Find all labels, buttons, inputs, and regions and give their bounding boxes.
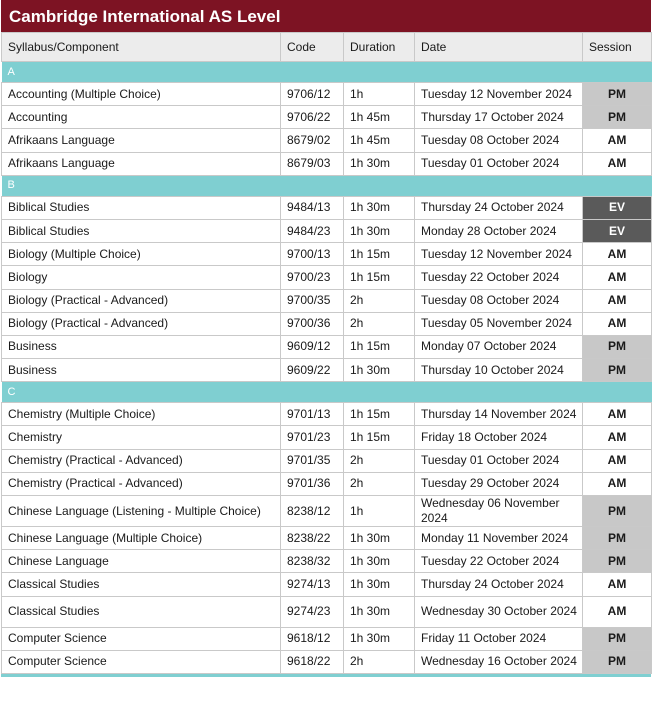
session-cell: AM (583, 152, 652, 175)
table-row (2, 573, 652, 596)
duration-cell: 1h 30m (344, 359, 415, 382)
table-row (2, 219, 652, 242)
duration-cell: 1h 15m (344, 243, 415, 266)
syllabus-cell: Biology (Practical - Advanced) (2, 289, 281, 312)
section-letter: B (2, 175, 652, 196)
date-cell: Thursday 17 October 2024 (415, 106, 583, 129)
duration-cell: 1h 45m (344, 106, 415, 129)
table-row (2, 426, 652, 449)
duration-cell: 1h 30m (344, 152, 415, 175)
header-duration: Duration (344, 33, 415, 62)
timetable-page (1, 0, 651, 677)
section-header-row (2, 382, 652, 403)
table-row (2, 196, 652, 219)
syllabus-cell: Business (2, 335, 281, 358)
session-cell: AM (583, 312, 652, 335)
header-date: Date (415, 33, 583, 62)
session-cell: PM (583, 550, 652, 573)
session-cell: PM (583, 527, 652, 550)
code-cell: 8238/22 (281, 527, 344, 550)
syllabus-cell: Biology (Multiple Choice) (2, 243, 281, 266)
session-cell: AM (583, 472, 652, 495)
table-row (2, 627, 652, 650)
session-cell: PM (583, 359, 652, 382)
syllabus-cell: Chinese Language (2, 550, 281, 573)
session-cell: EV (583, 196, 652, 219)
code-cell: 8679/03 (281, 152, 344, 175)
duration-cell: 1h 30m (344, 219, 415, 242)
header-code: Code (281, 33, 344, 62)
syllabus-cell: Chinese Language (Listening - Multiple Choice) (2, 496, 281, 527)
date-cell: Tuesday 08 October 2024 (415, 289, 583, 312)
syllabus-cell: Chinese Language (Multiple Choice) (2, 527, 281, 550)
exam-timetable (1, 32, 652, 674)
table-body (2, 62, 652, 674)
code-cell: 9701/23 (281, 426, 344, 449)
code-cell: 9484/23 (281, 219, 344, 242)
duration-cell: 1h 30m (344, 527, 415, 550)
table-row (2, 472, 652, 495)
section-header-row (2, 62, 652, 83)
session-cell: PM (583, 496, 652, 527)
table-row (2, 243, 652, 266)
date-cell: Thursday 14 November 2024 (415, 403, 583, 426)
bottom-divider (1, 674, 651, 677)
code-cell: 9274/23 (281, 596, 344, 627)
code-cell: 9700/36 (281, 312, 344, 335)
date-cell: Friday 18 October 2024 (415, 426, 583, 449)
code-cell: 9484/13 (281, 196, 344, 219)
syllabus-cell: Accounting (2, 106, 281, 129)
duration-cell: 1h 15m (344, 403, 415, 426)
syllabus-cell: Classical Studies (2, 573, 281, 596)
duration-cell: 1h 30m (344, 627, 415, 650)
syllabus-cell: Chemistry (Practical - Advanced) (2, 449, 281, 472)
table-row (2, 596, 652, 627)
date-cell: Friday 11 October 2024 (415, 627, 583, 650)
table-row (2, 359, 652, 382)
syllabus-cell: Chemistry (Practical - Advanced) (2, 472, 281, 495)
duration-cell: 1h 30m (344, 550, 415, 573)
code-cell: 9706/22 (281, 106, 344, 129)
date-cell: Monday 28 October 2024 (415, 219, 583, 242)
code-cell: 9618/22 (281, 650, 344, 673)
syllabus-cell: Computer Science (2, 650, 281, 673)
date-cell: Thursday 10 October 2024 (415, 359, 583, 382)
session-cell: PM (583, 627, 652, 650)
code-cell: 9609/22 (281, 359, 344, 382)
session-cell: PM (583, 83, 652, 106)
table-row (2, 312, 652, 335)
code-cell: 8238/32 (281, 550, 344, 573)
syllabus-cell: Computer Science (2, 627, 281, 650)
syllabus-cell: Afrikaans Language (2, 152, 281, 175)
syllabus-cell: Accounting (Multiple Choice) (2, 83, 281, 106)
section-header-row (2, 175, 652, 196)
date-cell: Tuesday 08 October 2024 (415, 129, 583, 152)
syllabus-cell: Biblical Studies (2, 219, 281, 242)
header-syllabus: Syllabus/Component (2, 33, 281, 62)
code-cell: 9618/12 (281, 627, 344, 650)
session-cell: AM (583, 289, 652, 312)
session-cell: PM (583, 650, 652, 673)
table-row (2, 83, 652, 106)
session-cell: AM (583, 426, 652, 449)
duration-cell: 2h (344, 289, 415, 312)
code-cell: 9609/12 (281, 335, 344, 358)
code-cell: 9700/23 (281, 266, 344, 289)
code-cell: 9701/36 (281, 472, 344, 495)
table-row (2, 449, 652, 472)
duration-cell: 2h (344, 650, 415, 673)
session-cell: AM (583, 266, 652, 289)
session-cell: PM (583, 335, 652, 358)
table-row (2, 496, 652, 527)
date-cell: Monday 11 November 2024 (415, 527, 583, 550)
code-cell: 8238/12 (281, 496, 344, 527)
table-row (2, 335, 652, 358)
date-cell: Thursday 24 October 2024 (415, 573, 583, 596)
session-cell: AM (583, 596, 652, 627)
duration-cell: 1h 15m (344, 335, 415, 358)
session-cell: AM (583, 449, 652, 472)
duration-cell: 1h 15m (344, 426, 415, 449)
code-cell: 9706/12 (281, 83, 344, 106)
date-cell: Tuesday 01 October 2024 (415, 152, 583, 175)
session-cell: AM (583, 129, 652, 152)
table-row (2, 403, 652, 426)
syllabus-cell: Biology (Practical - Advanced) (2, 312, 281, 335)
duration-cell: 1h 30m (344, 596, 415, 627)
table-row (2, 129, 652, 152)
section-letter: A (2, 62, 652, 83)
syllabus-cell: Biology (2, 266, 281, 289)
table-row (2, 550, 652, 573)
code-cell: 9700/35 (281, 289, 344, 312)
date-cell: Tuesday 29 October 2024 (415, 472, 583, 495)
syllabus-cell: Chemistry (2, 426, 281, 449)
duration-cell: 2h (344, 472, 415, 495)
table-row (2, 650, 652, 673)
date-cell: Thursday 24 October 2024 (415, 196, 583, 219)
table-row (2, 289, 652, 312)
date-cell: Tuesday 22 October 2024 (415, 266, 583, 289)
table-header-row (2, 33, 652, 62)
date-cell: Wednesday 16 October 2024 (415, 650, 583, 673)
session-cell: PM (583, 106, 652, 129)
syllabus-cell: Afrikaans Language (2, 129, 281, 152)
duration-cell: 1h 15m (344, 266, 415, 289)
table-row (2, 527, 652, 550)
duration-cell: 2h (344, 312, 415, 335)
session-cell: AM (583, 403, 652, 426)
code-cell: 9700/13 (281, 243, 344, 266)
duration-cell: 2h (344, 449, 415, 472)
date-cell: Wednesday 06 November 2024 (415, 496, 583, 527)
code-cell: 8679/02 (281, 129, 344, 152)
syllabus-cell: Business (2, 359, 281, 382)
session-cell: AM (583, 243, 652, 266)
section-letter: C (2, 382, 652, 403)
duration-cell: 1h 45m (344, 129, 415, 152)
date-cell: Tuesday 12 November 2024 (415, 243, 583, 266)
date-cell: Tuesday 01 October 2024 (415, 449, 583, 472)
code-cell: 9274/13 (281, 573, 344, 596)
syllabus-cell: Chemistry (Multiple Choice) (2, 403, 281, 426)
page-title: Cambridge International AS Level (1, 0, 651, 32)
date-cell: Wednesday 30 October 2024 (415, 596, 583, 627)
session-cell: AM (583, 573, 652, 596)
date-cell: Monday 07 October 2024 (415, 335, 583, 358)
duration-cell: 1h 30m (344, 573, 415, 596)
table-row (2, 152, 652, 175)
header-session: Session (583, 33, 652, 62)
session-cell: EV (583, 219, 652, 242)
syllabus-cell: Classical Studies (2, 596, 281, 627)
duration-cell: 1h 30m (344, 196, 415, 219)
code-cell: 9701/13 (281, 403, 344, 426)
duration-cell: 1h (344, 83, 415, 106)
table-row (2, 266, 652, 289)
date-cell: Tuesday 05 November 2024 (415, 312, 583, 335)
date-cell: Tuesday 22 October 2024 (415, 550, 583, 573)
duration-cell: 1h (344, 496, 415, 527)
code-cell: 9701/35 (281, 449, 344, 472)
table-row (2, 106, 652, 129)
syllabus-cell: Biblical Studies (2, 196, 281, 219)
date-cell: Tuesday 12 November 2024 (415, 83, 583, 106)
